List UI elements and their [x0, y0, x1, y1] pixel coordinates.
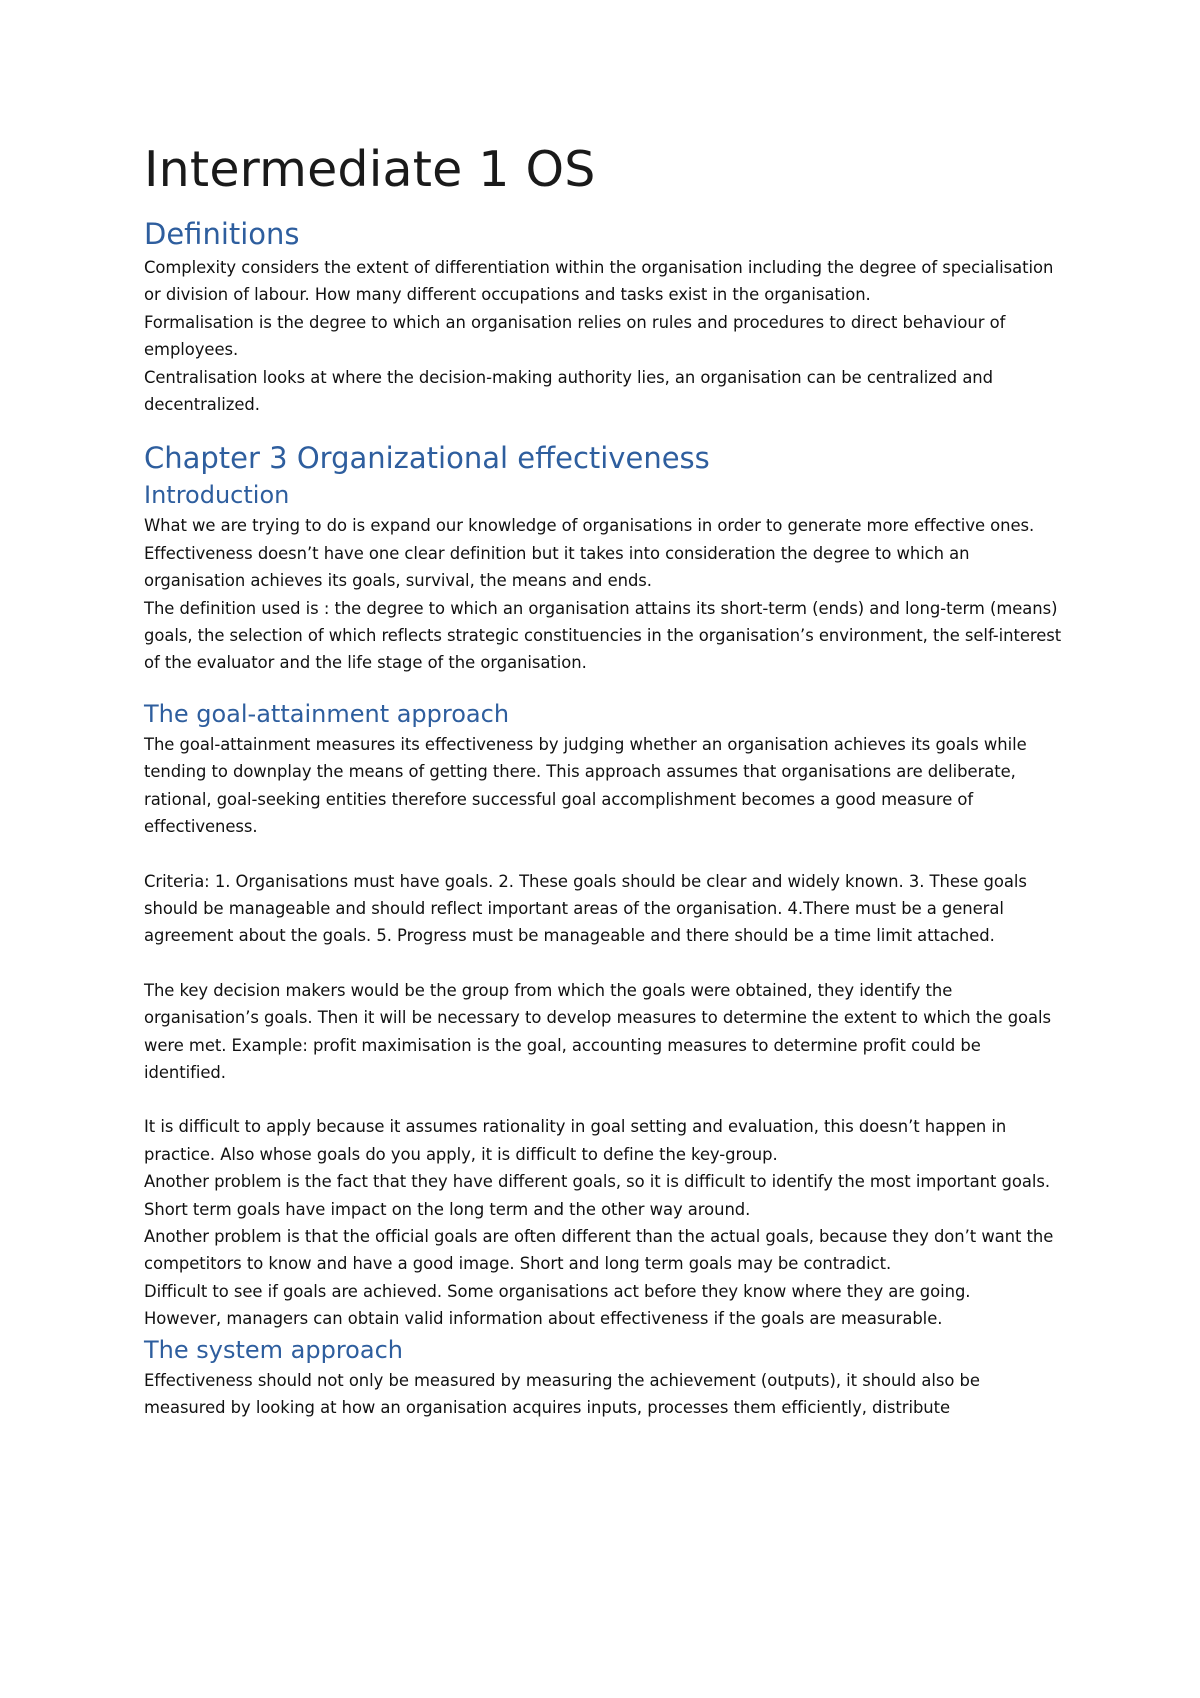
goal-attainment-paragraph: Difficult to see if goals are achieved. Some organisations act before they know where they are going. — [144, 1281, 971, 1301]
system-approach-heading: The system approach — [144, 1335, 403, 1364]
introduction-paragraph: Effectiveness doesn’t have one clear definition but it takes into consideration the degree to which an organisation achieves its goals, survival, the means and ends. — [144, 543, 970, 591]
document-body — [144, 140, 1064, 1421]
system-approach-paragraph: Effectiveness should not only be measured by measuring the achievement (outputs), it should also be measured by looking at how an organisation acquires inputs, processes them efficiently, distribute — [144, 1370, 980, 1417]
goal-attainment-paragraph: The key decision makers would be the group from which the goals were obtained, they identify the organisation’s goals. Then it will be necessary to develop measures to determine the extent to which the goals were met. Example: profit maximisation is the goal, accounting measures to determine profit could be identified. — [144, 980, 1052, 1082]
definition-centralisation: Centralisation looks at where the decision-making authority lies, an organisation can be centralized and decentralized. — [144, 367, 994, 415]
chapter-heading: Chapter 3 Organizational effectiveness — [144, 441, 710, 476]
document-title: Intermediate 1 OS — [144, 141, 596, 198]
goal-attainment-paragraph: However, managers can obtain valid information about effectiveness if the goals are measurable. — [144, 1309, 943, 1329]
paragraph-spacer — [144, 841, 1064, 868]
definition-complexity: Complexity considers the extent of differentiation within the organisation including the degree of specialisation or division of labour. How many different occupations and tasks exist in the organisation. — [144, 258, 1054, 305]
introduction-heading: Introduction — [144, 481, 290, 510]
introduction-paragraph: What we are trying to do is expand our knowledge of organisations in order to generate more effective ones. — [144, 516, 1035, 536]
paragraph-spacer — [144, 1086, 1064, 1113]
definitions-heading: Definitions — [144, 217, 300, 251]
introduction-paragraph: The definition used is : the degree to which an organisation attains its short-term (ends) and long-term (means) goals, the selection of which reflects strategic constituencies in the organisation’s environment, the self-interest of the evaluator and the life stage of the organisation. — [144, 598, 1062, 673]
definition-formalisation: Formalisation is the degree to which an organisation relies on rules and procedures to direct behaviour of employees. — [144, 312, 1006, 360]
goal-attainment-paragraph: It is difficult to apply because it assumes rationality in goal setting and evaluation, this doesn’t happen in practice. Also whose goals do you apply, it is difficult to define the key-group. — [144, 1117, 1007, 1164]
goal-attainment-paragraph: Another problem is the fact that they have different goals, so it is difficult to identify the most important goals. Short term goals have impact on the long term and the other way around. — [144, 1172, 1051, 1219]
goal-attainment-paragraph: The goal-attainment measures its effectiveness by judging whether an organisation achieves its goals while tending to downplay the means of getting there. This approach assumes that organisations are deliberate, rational, goal-seeking entities therefore successful goal accomplishment becomes a good measure of effectiveness. — [144, 734, 1027, 837]
paragraph-spacer — [144, 950, 1064, 977]
goal-attainment-heading: The goal-attainment approach — [144, 699, 510, 728]
goal-attainment-paragraph: Another problem is that the official goals are often different than the actual goals, because they don’t want the competitors to know and have a good image. Short and long term goals may be contradict. — [144, 1226, 1054, 1274]
goal-attainment-criteria: Criteria: 1. Organisations must have goals. 2. These goals should be clear and widely known. 3. These goals should be manageable and should reflect important areas of the organisation. 4.There must be a general agreement about the goals. 5. Progress must be manageable and there should be a time limit attached. — [144, 871, 1027, 946]
